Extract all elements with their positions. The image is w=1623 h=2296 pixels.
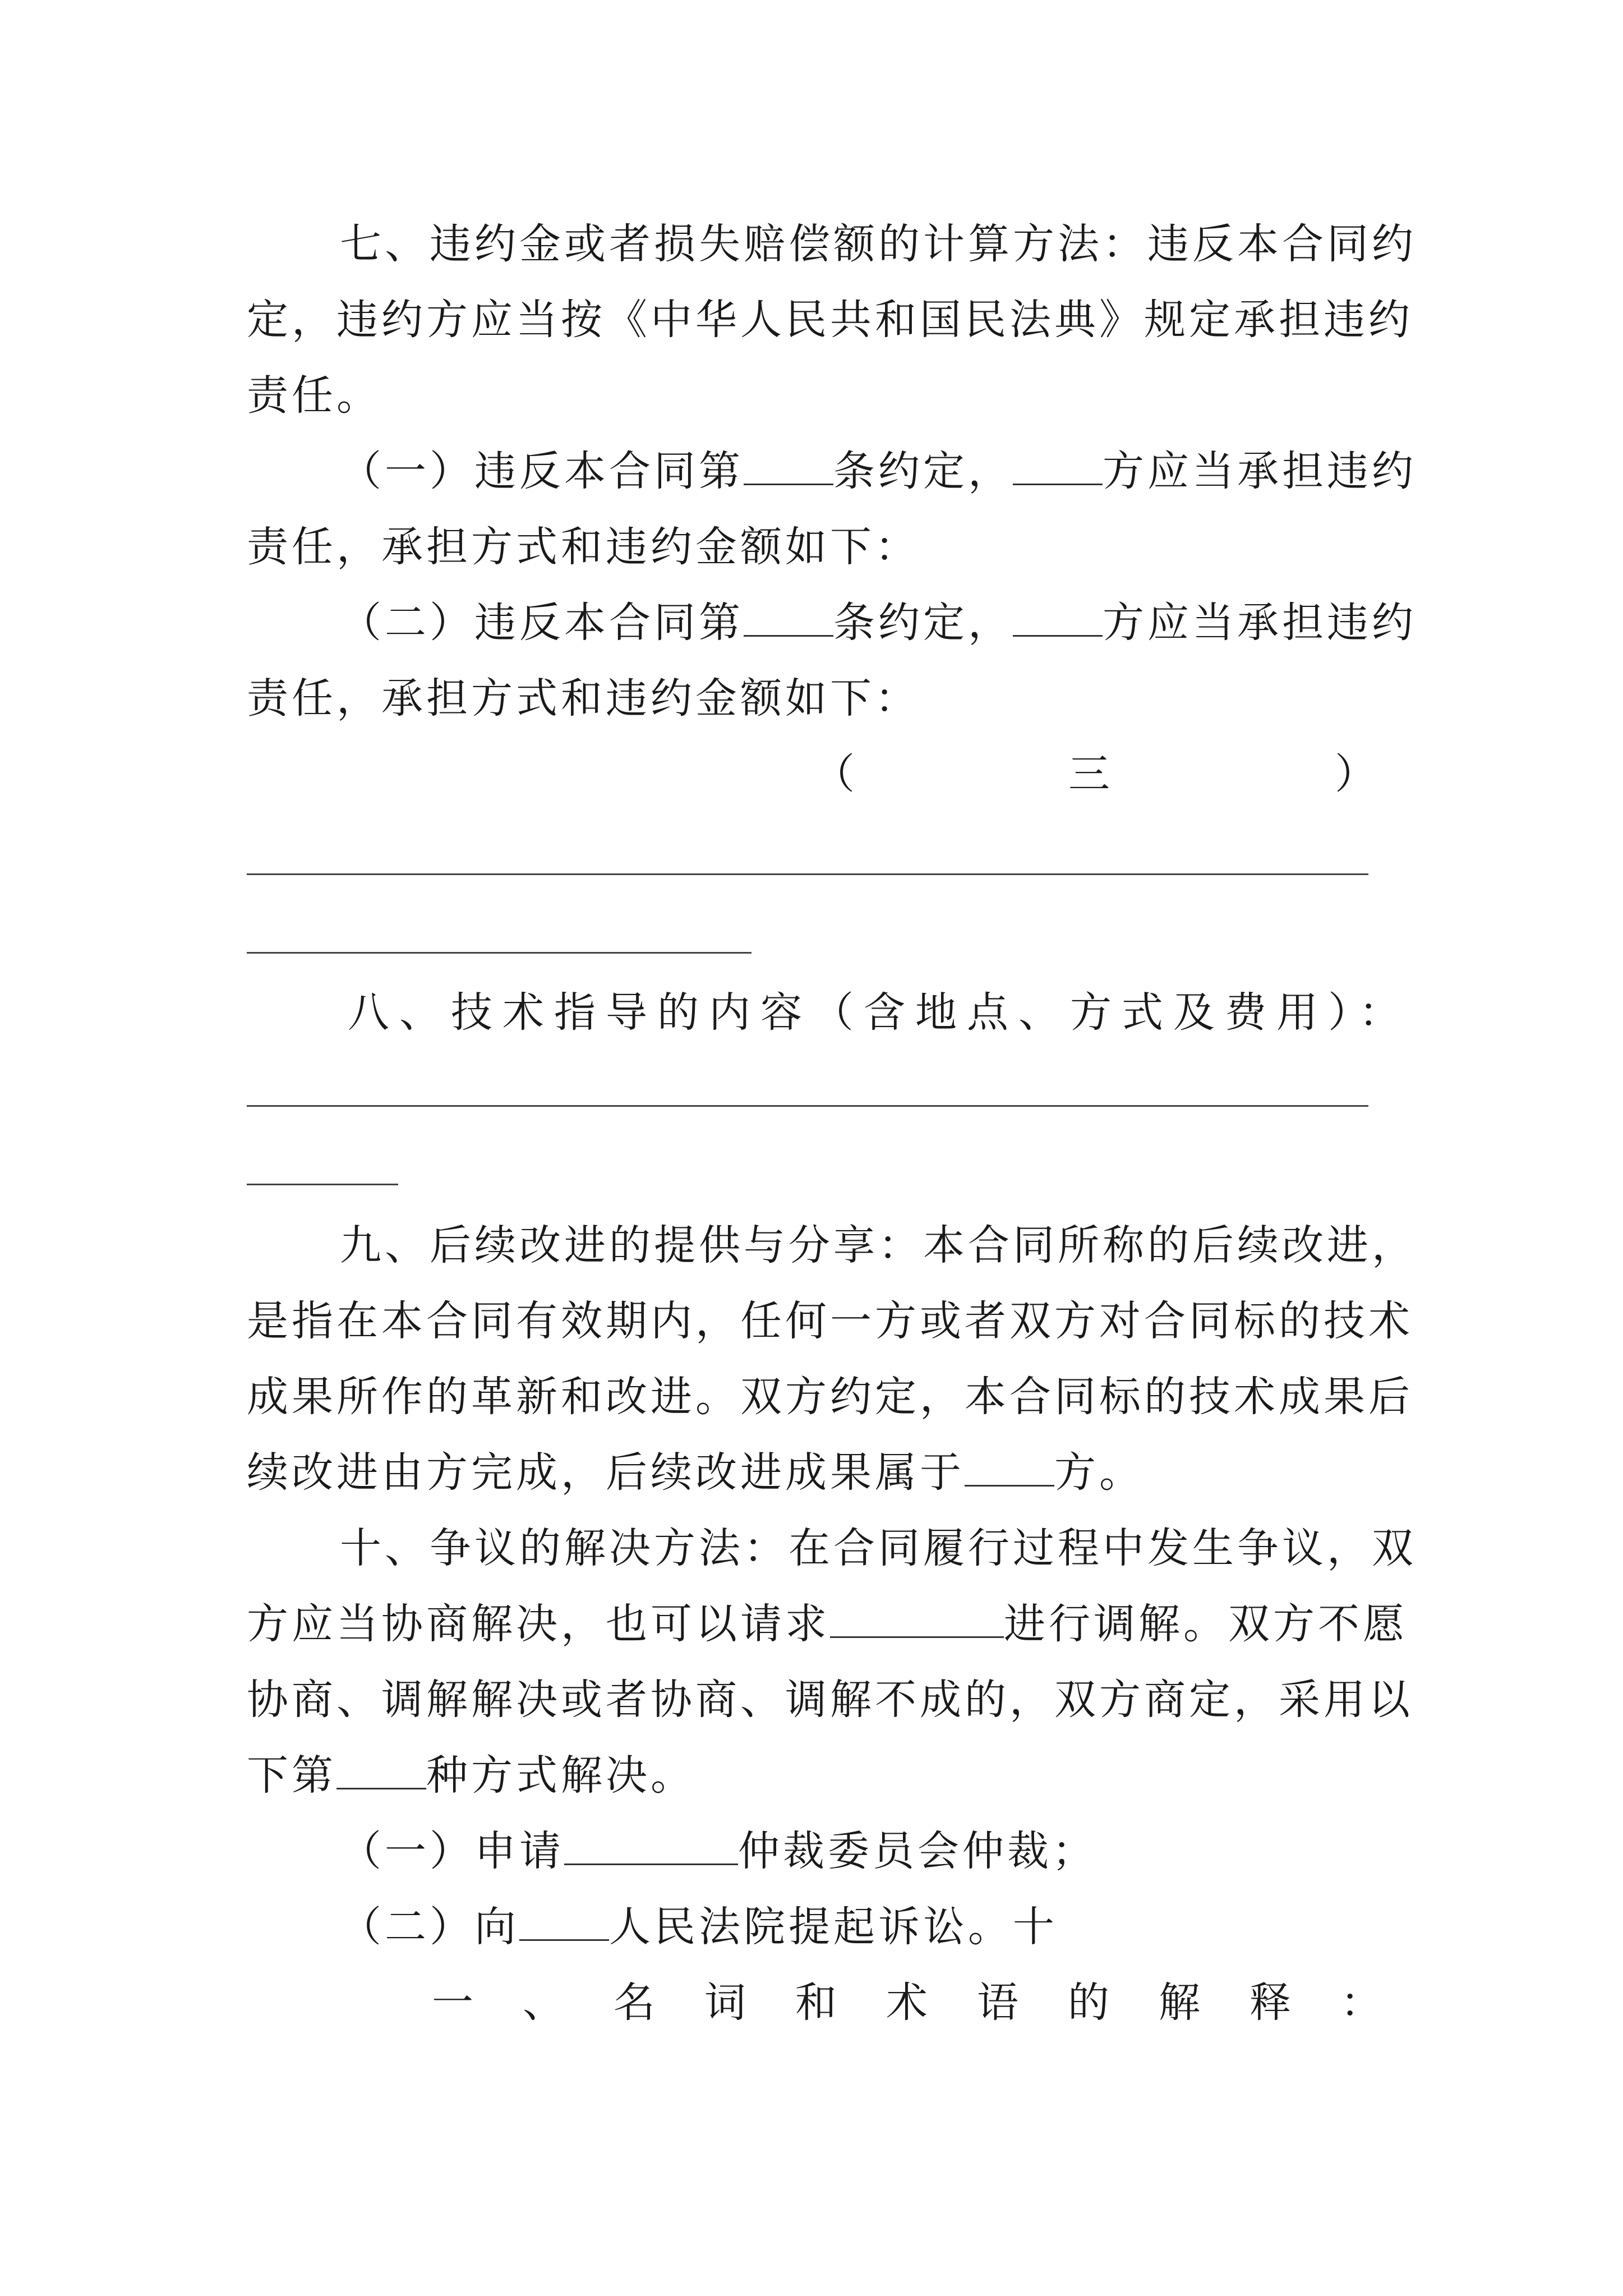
item2-text-a: （二）违反本合同第 (340, 599, 744, 647)
item2-text-b: 条约定， (833, 599, 1013, 647)
section9-line4 (247, 1444, 1391, 1501)
section8-fill-line-1[interactable] (247, 1105, 1368, 1107)
section7-item2-line2: 责任，承担方式和违约金额如下： (247, 674, 920, 723)
section10-line4 (247, 1747, 1391, 1803)
arbitration-blank[interactable] (564, 1824, 738, 1865)
section9-line2: 是指在本合同有效期内，任何一方或者双方对合同标的技术 (247, 1297, 1413, 1345)
section7-item1-line1 (340, 443, 1484, 499)
item3-fill-line-1[interactable] (247, 873, 1368, 875)
item3-open-paren: （ (813, 750, 855, 798)
court-blank[interactable] (519, 1900, 609, 1941)
section11-heading-char: 术 (886, 1978, 928, 2027)
section8-fill-line-2[interactable] (247, 1184, 398, 1185)
method-number-blank[interactable] (336, 1749, 426, 1789)
item3-fill-line-2[interactable] (247, 952, 751, 954)
item2-party-blank[interactable] (1013, 596, 1103, 637)
item2-text-c: 方应当承担违约 (1103, 599, 1417, 647)
item3-close-paren: ） (1335, 750, 1376, 798)
item2-article-blank[interactable] (744, 596, 833, 637)
section8-line1: 八、技术指导的内容（含地点、方式及费用）： (348, 988, 1410, 1037)
option1-text-a: （一）申请 (340, 1827, 564, 1875)
section9-line3: 成果所作的革新和改进。双方约定，本合同标的技术成果后 (247, 1373, 1413, 1421)
section7-item2-line1 (340, 595, 1484, 651)
section9-line1: 九、后续改进的提供与分享：本合同所称的后续改进， (340, 1221, 1417, 1269)
option2-text-b: 人民法院提起诉讼。十 (609, 1903, 1058, 1951)
section7-item1-line2: 责任，承担方式和违约金额如下： (247, 523, 920, 571)
section11-heading-char: 和 (795, 1978, 837, 2027)
item1-text-a: （一）违反本合同第 (340, 447, 744, 495)
section11-heading-char: 、 (523, 1978, 564, 2027)
section7-line3: 责任。 (247, 371, 381, 420)
section9-line4-text-b: 方。 (1054, 1448, 1144, 1497)
item1-text-b: 条约定， (833, 447, 1013, 495)
section10-line1: 十、争议的解决方法：在合同履行过程中发生争议，双 (340, 1524, 1417, 1572)
item1-party-blank[interactable] (1013, 444, 1103, 485)
section10-option1 (340, 1823, 1484, 1879)
section10-line2-text-a: 方应当协商解决，也可以请求 (247, 1600, 830, 1648)
section10-line2-text-b: 进行调解。双方不愿 (1004, 1600, 1408, 1648)
section11-heading-char: 语 (977, 1978, 1018, 2027)
section11-heading-char: ： (1340, 1978, 1382, 2027)
section10-option2 (340, 1899, 1484, 1955)
item1-article-blank[interactable] (744, 444, 833, 485)
section11-heading-char: 的 (1068, 1978, 1109, 2027)
section11-heading-char: 一 (432, 1978, 473, 2027)
section7-line1: 七、违约金或者损失赔偿额的计算方法：违反本合同约 (340, 220, 1417, 268)
option2-text-a: （二）向 (340, 1903, 519, 1951)
item1-text-c: 方应当承担违约 (1103, 447, 1417, 495)
option1-text-b: 仲裁委员会仲裁； (738, 1827, 1097, 1875)
section11-heading-char: 词 (704, 1978, 746, 2027)
mediator-blank[interactable] (830, 1597, 1004, 1638)
section10-line3: 协商、调解解决或者协商、调解不成的，双方商定，采用以 (247, 1676, 1413, 1724)
item3-number: 三 (1068, 750, 1110, 798)
section10-line4-text-a: 下第 (247, 1751, 336, 1800)
section9-line4-text-a: 续改进由方完成，后续改进成果属于 (247, 1448, 965, 1497)
section11-heading-char: 释 (1249, 1978, 1291, 2027)
section11-heading-char: 解 (1159, 1978, 1200, 2027)
section7-line2: 定，违约方应当按《中华人民共和国民法典》规定承担违约 (247, 296, 1413, 344)
section10-line4-text-b: 种方式解决。 (426, 1751, 695, 1800)
improvement-owner-blank[interactable] (965, 1446, 1054, 1487)
section10-line2 (247, 1596, 1408, 1652)
section11-heading-char: 名 (614, 1978, 655, 2027)
